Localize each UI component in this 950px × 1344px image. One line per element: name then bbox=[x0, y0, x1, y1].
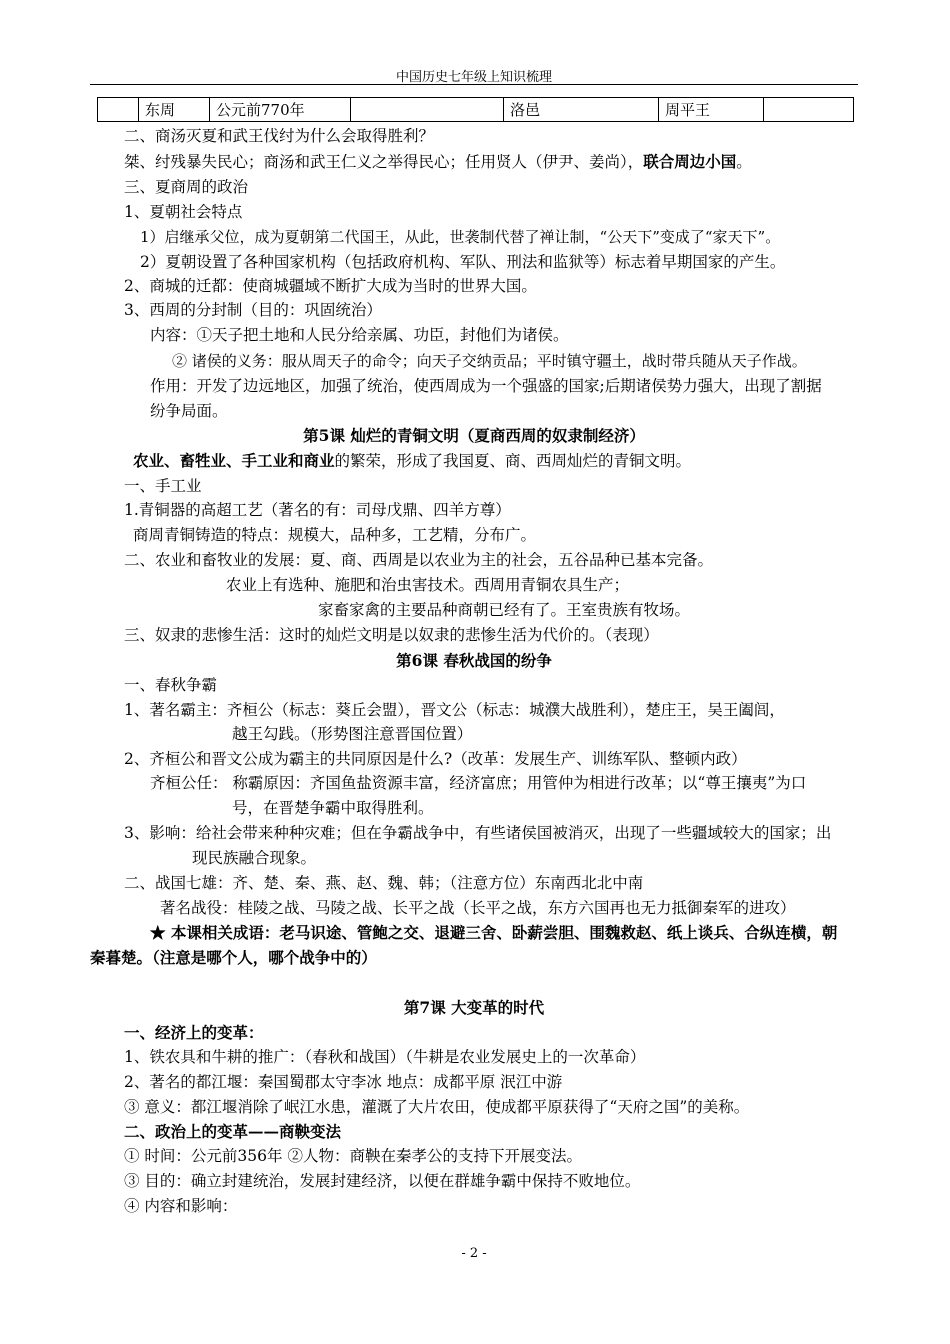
table-cell bbox=[98, 98, 139, 122]
text-line: ① 时间：公元前356年 ②人物：商鞅在秦孝公的支持下开展变法。 bbox=[124, 1147, 582, 1165]
text-line: 农业上有选种、施肥和治虫害技术。西周用青铜农具生产； bbox=[226, 576, 630, 594]
text-line: 号，在晋楚争霸中取得胜利。 bbox=[232, 799, 434, 817]
lesson-title: 第7课 大变革的时代 bbox=[403, 998, 545, 1017]
text-line: 2、齐桓公和晋文公成为霸主的共同原因是什么?（改革：发展生产、训练军队、整顿内政） bbox=[124, 750, 747, 768]
table-cell: 洛邑 bbox=[504, 98, 659, 122]
header-divider bbox=[90, 84, 858, 85]
bold-text: 农业、畜牲业、手工业和商业 bbox=[133, 451, 335, 470]
table-cell: 公元前770年 bbox=[210, 98, 351, 122]
text-line: 2、著名的都江堰：秦国蜀郡太守李冰 地点：成都平原 泯江中游 bbox=[124, 1073, 563, 1091]
text-line: 2）夏朝设置了各种国家机构（包括政府机构、军队、刑法和监狱等）标志着早期国家的产生。 bbox=[140, 253, 786, 271]
text-run: 桀、纣残暴失民心；商汤和武王仁义之举得民心；任用贤人（伊尹、姜尚）， bbox=[124, 153, 644, 171]
bold-text: 联合周边小国 bbox=[643, 152, 737, 171]
text-line: 齐桓公任： 称霸原因：齐国鱼盐资源丰富，经济富庶；用管仲为相进行改革；以“尊王攘夷”为口 bbox=[150, 774, 807, 792]
table-cell: 周平王 bbox=[659, 98, 764, 122]
table-row bbox=[98, 98, 854, 122]
idioms-note: ★ 本课相关成语：老马识途、管鲍之交、退避三舍、卧薪尝胆、围魏救赵、纸上谈兵、合纵连横，朝 bbox=[150, 923, 838, 942]
text-line: 3、影响：给社会带来种种灾难；但在争霸战争中，有些诸侯国被消灭，出现了一些疆域较大的国家；出 bbox=[124, 824, 832, 842]
text-run: 的繁荣，形成了我国夏、商、西周灿烂的青铜文明。 bbox=[334, 452, 692, 470]
page-header: 中国历史七年级上知识梳理 bbox=[395, 70, 552, 85]
text-line: 3、西周的分封制（目的：巩固统治） bbox=[124, 301, 382, 319]
text-line: 2、商城的迁都：使商城疆域不断扩大成为当时的世界大国。 bbox=[124, 277, 537, 295]
text-line: 纷争局面。 bbox=[150, 402, 228, 420]
section-heading: 一、经济上的变革： bbox=[124, 1023, 264, 1042]
lesson-title: 第5课 灿烂的青铜文明（夏商西周的奴隶制经济） bbox=[303, 426, 645, 445]
text-line: ③ 目的：确立封建统治，发展封建经济，以便在群雄争霸中保持不败地位。 bbox=[124, 1172, 641, 1190]
text-line: 著名战役：桂陵之战、马陵之战、长平之战（长平之战，东方六国再也无力抵御秦军的进攻） bbox=[160, 899, 796, 917]
text-line bbox=[124, 152, 752, 172]
dynasty-table bbox=[97, 97, 854, 122]
text-line bbox=[133, 451, 691, 471]
section-heading: 三、夏商周的政治 bbox=[124, 178, 249, 196]
text-line: 1.青铜器的高超工艺（著名的有：司母戊鼎、四羊方尊） bbox=[124, 501, 511, 519]
section-heading: 二、政治上的变革——商鞅变法 bbox=[124, 1122, 342, 1141]
text-line: 现民族融合现象。 bbox=[192, 849, 317, 867]
idioms-note: 秦暮楚。（注意是哪个人，哪个战争中的） bbox=[90, 948, 377, 967]
section-heading: 二、战国七雄：齐、楚、秦、燕、赵、魏、韩；（注意方位）东南西北北中南 bbox=[124, 874, 644, 892]
section-heading: 一、春秋争霸 bbox=[124, 676, 218, 694]
text-line: 1、夏朝社会特点 bbox=[124, 203, 243, 221]
text-line: ③ 意义：都江堰消除了岷江水患，灌溉了大片农田，使成都平原获得了“天府之国”的美称。 bbox=[124, 1098, 750, 1116]
table-cell bbox=[351, 98, 504, 122]
text-line: 1、著名霸主：齐桓公（标志：葵丘会盟），晋文公（标志：城濮大战胜利），楚庄王，吴王阖闾， bbox=[124, 701, 785, 719]
text-line: 商周青铜铸造的特点：规模大，品种多，工艺精，分布广。 bbox=[133, 526, 537, 544]
text-line: 作用：开发了边远地区，加强了统治，使西周成为一个强盛的国家;后期诸侯势力强大，出现了割据 bbox=[150, 377, 822, 395]
table-cell bbox=[764, 98, 854, 122]
text-line: 二、商汤灭夏和武王伐纣为什么会取得胜利？ bbox=[124, 127, 435, 145]
page-number: - 2 - bbox=[461, 1246, 487, 1261]
text-line: 内容：①天子把土地和人民分给亲属、功臣，封他们为诸侯。 bbox=[150, 326, 569, 344]
section-heading: 三、奴隶的悲惨生活：这时的灿烂文明是以奴隶的悲惨生活为代价的。（表现） bbox=[124, 626, 659, 644]
text-line: 1）启继承父位，成为夏朝第二代国王，从此，世袭制代替了禅让制，“公天下”变成了“家天下”。 bbox=[140, 228, 781, 246]
section-heading: 一、手工业 bbox=[124, 477, 202, 495]
section-heading: 二、农业和畜牧业的发展：夏、商、西周是以农业为主的社会，五谷品种已基本完备。 bbox=[124, 551, 714, 569]
lesson-title: 第6课 春秋战国的纷争 bbox=[396, 651, 552, 670]
text-line: 家畜家禽的主要品种商朝已经有了。王室贵族有牧场。 bbox=[318, 601, 691, 619]
text-line: ② 诸侯的义务：服从周天子的命令；向天子交纳贡品；平时镇守疆土，战时带兵随从天子作战。 bbox=[172, 352, 807, 370]
text-line: ④ 内容和影响： bbox=[124, 1197, 238, 1215]
table-cell: 东周 bbox=[139, 98, 210, 122]
text-line: 越王勾践。（形势图注意晋国位置） bbox=[232, 725, 473, 743]
text-run: 。 bbox=[736, 153, 752, 171]
text-line: 1、铁农具和牛耕的推广：（春秋和战国）（牛耕是农业发展史上的一次革命） bbox=[124, 1048, 646, 1066]
